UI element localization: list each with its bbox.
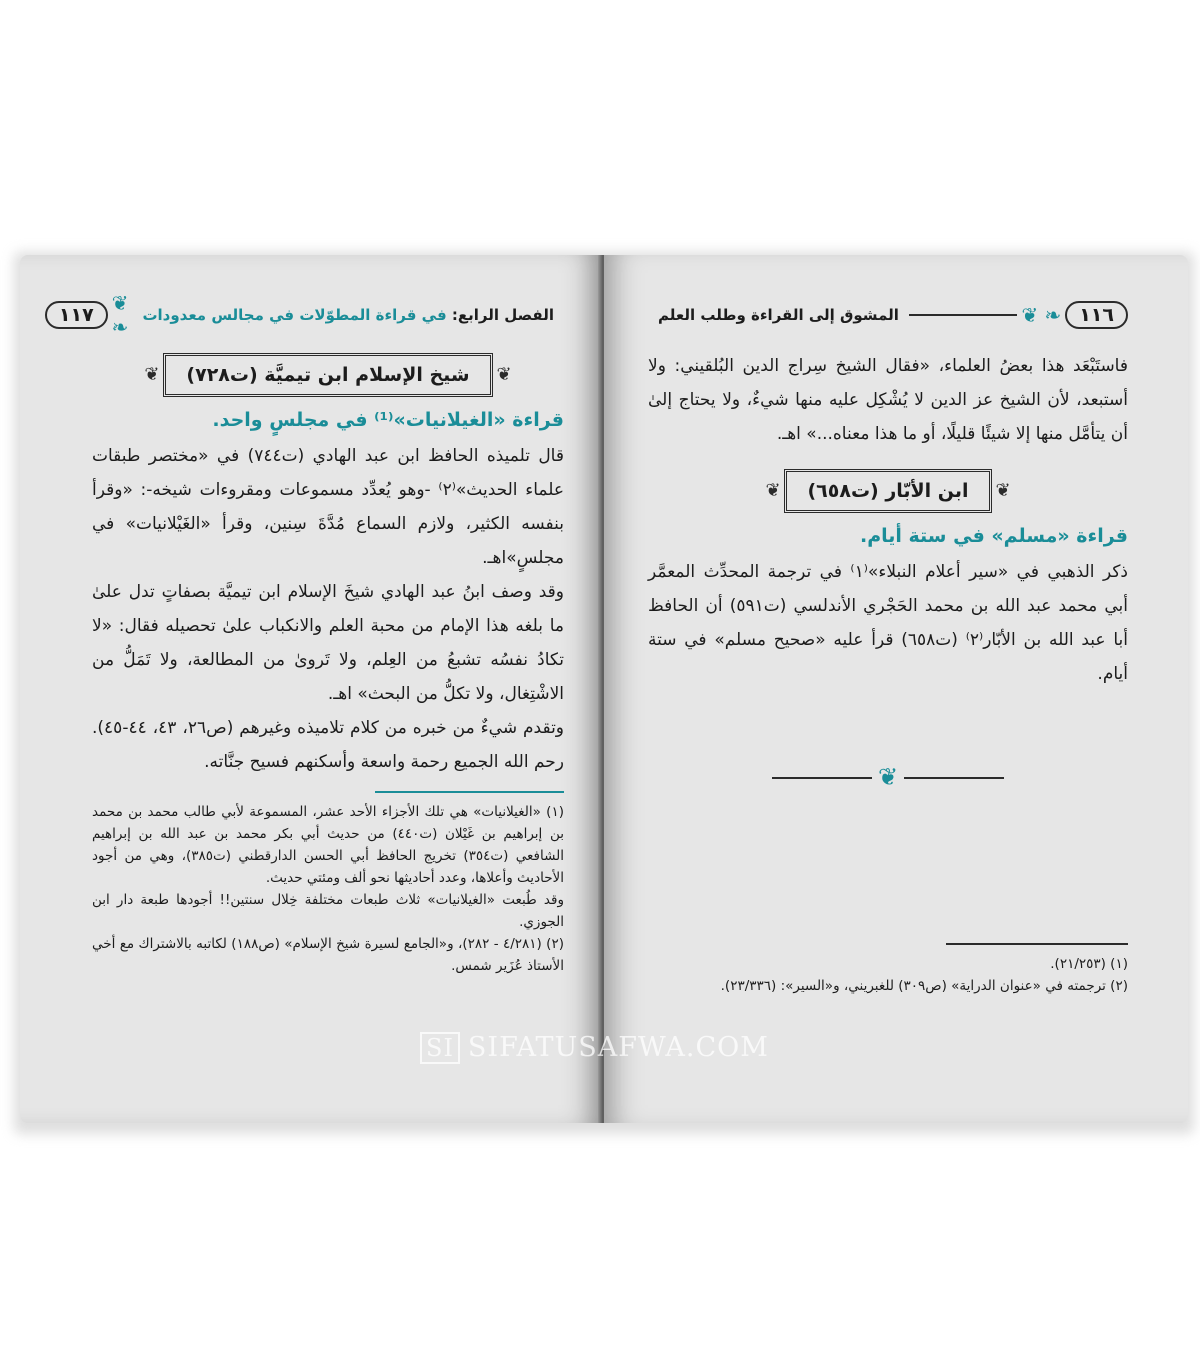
footnote-separator [375, 791, 564, 793]
footnote: (١) «الغيلانيات» هي تلك الأجزاء الأحد عشر، المسموعة لأبي طالب محمد بن محمد بن إبراهيم بن غَيْلان (ت٤٤٠) من حديث أبي بكر محمد بن عبد الله بن إبراهيم الشافعي (ت٣٥٤) تخريج الحافظ أبي الحسن الدارقطني (ت٣٨٥)، وهي من أجود الأحاديث وأعلاها، وعدد أحاديثها نحو ألف ومئتي حديث. [92, 804, 564, 886]
ornament-icon: ❧ ❦ [1021, 303, 1062, 327]
section-title: ❦ شيخ الإسلام ابن تيميَّة (ت٧٢٨) ❦ [163, 353, 492, 397]
left-page [20, 255, 602, 1123]
footnote: (١) (٢١/٢٥٣). [1050, 956, 1128, 972]
end-ornament [648, 763, 1128, 791]
left-page-content [58, 291, 565, 977]
running-head-highlight: في قراءة المطوّلات في مجالس معدودات [142, 306, 447, 324]
running-head: المشوق إلى القراءة وطلب العلم [658, 306, 899, 324]
footnote-separator [946, 943, 1128, 945]
watermark-logo: SI [420, 1032, 460, 1064]
section-title: ❦ ابن الأبّار (ت٦٥٨) ❦ [784, 469, 991, 513]
subheading: قراءة «الغيلانيات»⁽¹⁾ في مجلسٍ واحد. [212, 409, 564, 431]
right-page-content [648, 295, 1128, 997]
running-head [142, 306, 554, 324]
footnote: (٢) (٤/٢٨١ - ٢٨٢)، و«الجامع لسيرة شيخ الإسلام» (ص١٨٨) لكاتبه بالاشتراك مع أخي الأستاذ عُزَير شمس. [92, 936, 565, 974]
footnote: وقد طُبعت «الغيلانيات» ثلاث طبعات مختلفة خِلال سنتين!! أجودها طبعة دار ابن الجوزي. [92, 892, 564, 930]
subheading: قراءة «مسلم» في ستة أيام. [859, 525, 1128, 547]
paragraph: ذكر الذهبي في «سير أعلام النبلاء»⁽١⁾ في ترجمة المحدِّث المعمَّر أبي محمد عبد الله بن محمد الحَجْري الأندلسي (ت٥٩١) أن الحافظ أبا عبد الله بن الأبّار⁽٢⁾ (ت٦٥٨) قرأ عليه «صحيح مسلم» في ستة أيام. [648, 562, 1129, 684]
footnote: (٢) ترجمته في «عنوان الدراية» (ص٣٠٩) للغبريني، و«السير»: (٢٣/٣٣٦). [720, 978, 1128, 994]
page-number: ١١٦ [1065, 301, 1128, 329]
ornament-icon: ❦ ❧ [111, 291, 129, 339]
paragraph: وتقدم شيءٌ من خبره من كلام تلاميذه وغيرهم (ص٢٦، ٤٣، ٤٤-٤٥). رحم الله الجميع رحمة واسعة وأسكنهم فسيح جنَّاته. [92, 718, 565, 772]
header-rule [909, 314, 1017, 316]
paragraph: وقد وصف ابنُ عبد الهادي شيخَ الإسلام ابن تيميَّة بصفاتٍ تدل علىٰ ما بلغه هذا الإمام من محبة العلم والانكباب علىٰ تحصيله فقال: «لا تكادُ نفسُه تشبعُ من العِلم، ولا تَروىٰ من المطالعة، ولا تَمَلُّ من الاشْتِغال، ولا تكلُّ من البحث» اهـ. [92, 582, 564, 704]
right-page-header [648, 295, 1128, 335]
running-head-label: الفصل الرابع: [451, 306, 554, 324]
paragraph: قال تلميذه الحافظ ابن عبد الهادي (ت٧٤٤) في «مختصر طبقات علماء الحديث»⁽٢⁾ -وهو يُعدِّد مسموعات ومقروءات شيخه-: «وقرأ بنفسه الكثير، ولازم السماع مُدَّةَ سِنين، وقرأ «الغَيْلانيات» في مجلسٍ»اهـ. [92, 446, 564, 568]
watermark-text: SIFATUSAFWA.COM [467, 1032, 769, 1063]
flourish-icon: ❦ [877, 763, 899, 791]
right-page [604, 255, 1188, 1123]
watermark [420, 1032, 769, 1064]
left-page-header [58, 291, 564, 339]
open-book [20, 255, 1188, 1123]
paragraph: فاستَبْعَد هذا بعضُ العلماء، «فقال الشيخ سِراج الدين البُلقيني: ولا أستبعد، لأن الشيخ عز الدين لا يُشْكِل عليه منها شيءٌ، ولا يحتاج إلىٰ أن يتأمَّل منها إلا شيئًا قليلًا، أو ما هذا معناه...» اهـ. [648, 356, 1128, 444]
page-number: ١١٧ [45, 301, 108, 329]
